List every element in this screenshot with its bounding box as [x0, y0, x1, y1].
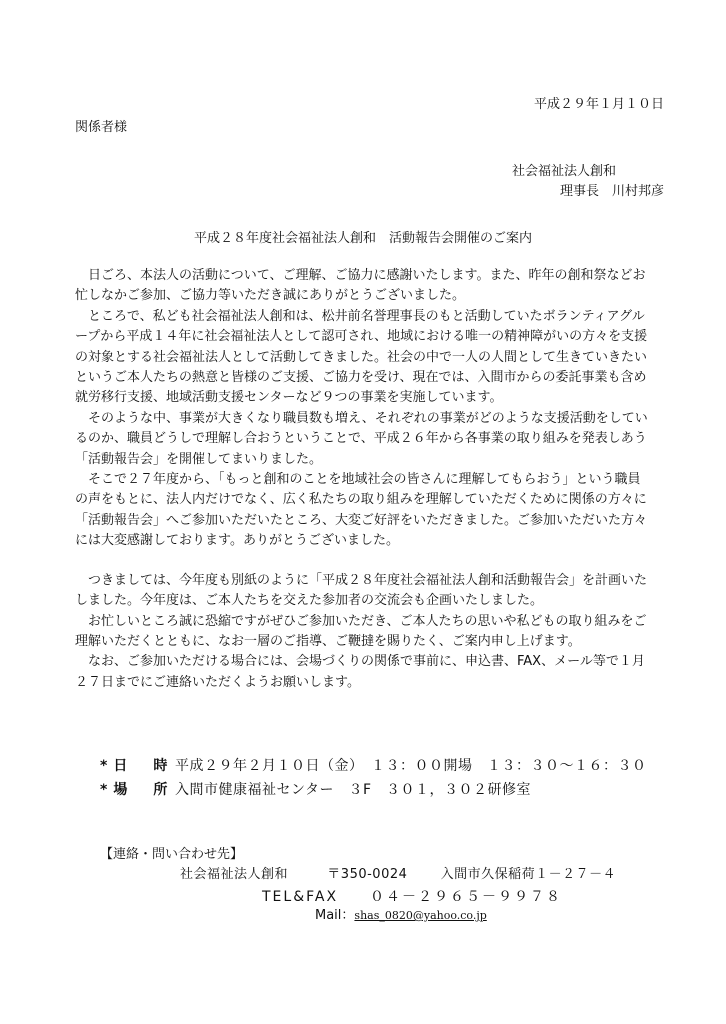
- paragraph: ところで、私ども社会福祉法人創和は、松井前名誉理事長のもと活動していたボランティアグル ープから平成１４年に社会福祉法人として認可され、地域における唯一の精神障がいの方々を支援 の対象とする社会福祉法人として活動してきました。社会の中で一人の人間として生きていきたい というご本人たちの熱意と皆様のご支援、ご協力を受け、現在では、入間市からの委託事業も含め 就労移行支援、地域活動支援センターなど９つの事業を実施しています。: [75, 308, 648, 406]
- event-place-value: 入間市健康福祉センター ３F ３０１，３０２研修室: [175, 782, 531, 798]
- contact-address: 入間市久保稲荷１－２７－４: [440, 867, 617, 882]
- letter-title: 平成２８年度社会福祉法人創和 活動報告会開催のご案内: [193, 231, 532, 246]
- event-details: [100, 754, 647, 802]
- event-place-row: [100, 778, 647, 802]
- paragraph: 日ごろ、本法人の活動について、ご理解、ご協力に感謝いたします。また、昨年の創和祭などお 忙しなかご参加、ご協力等いただき誠にありがとうございました。: [75, 268, 646, 304]
- contact-postal: 〒350-0024: [327, 867, 408, 882]
- event-date-value: 平成２９年２月１０日（金） １３：００開場 １３：３０～１６：３０: [175, 758, 647, 774]
- contact-heading: 【連絡・問い合わせ先】: [100, 847, 244, 862]
- sender-name: 理事長 川村邦彦: [559, 184, 664, 199]
- contact-mail-line: [315, 907, 487, 925]
- event-place-label: *場 所: [100, 782, 174, 798]
- recipient: 関係者様: [75, 120, 128, 135]
- contact-address-line: [180, 866, 616, 884]
- paragraph: そこで２７年度から、「もっと創和のことを地域社会の皆さんに理解してもらおう」という職員 の声をもとに、法人内だけでなく、広く私たちの取り組みを理解していただくために関係の方々に 「活動報告会」へご参加いただいたところ、大変ご好評をいただきました。ご参加いただいた方々 には大変感謝しております。ありがとうございました。: [75, 472, 648, 549]
- paragraph: なお、ご参加いただける場合には、会場づくりの関係で事前に、申込書、FAX、メール等で１月 ２７日までにご連絡いただくようお願いします。: [75, 654, 645, 690]
- paragraph: お忙しいところ誠に恐縮ですがぜひご参加いただき、ご本人たちの思いや私どもの取り組みをご 理解いただくとともに、なお一層のご指導、ご鞭撻を賜りたく、ご案内申し上げます。: [75, 613, 647, 649]
- letter-body: [75, 266, 665, 693]
- paragraph: つきましては、今年度も別紙のように「平成２８年度社会福祉法人創和活動報告会」を計画いた しました。今年度は、ご本人たちを交えた参加者の交流会も企画いたしました。: [75, 572, 648, 609]
- sender-organization: 社会福祉法人創和: [511, 164, 616, 179]
- letter-date: 平成２９年１月１０日: [533, 97, 664, 112]
- paragraph: そのような中、事業が大きくなり職員数も増え、それぞれの事業がどのような支援活動をしてい るのか、職員どうしで理解し合おうということで、平成２６年から各事業の取り組みを発表しあう 「活動報告会」を開催してまいりました。: [75, 410, 648, 467]
- event-date-label: *日 時: [100, 758, 174, 774]
- contact-org: 社会福祉法人創和: [180, 867, 289, 882]
- mail-label: Mail：: [315, 908, 355, 923]
- event-date-row: [100, 754, 647, 778]
- contact-telfax: TEL&FAX ０４－２９６５－９９７８: [262, 889, 563, 905]
- mail-address: shas_0820@yahoo.co.jp: [354, 909, 487, 922]
